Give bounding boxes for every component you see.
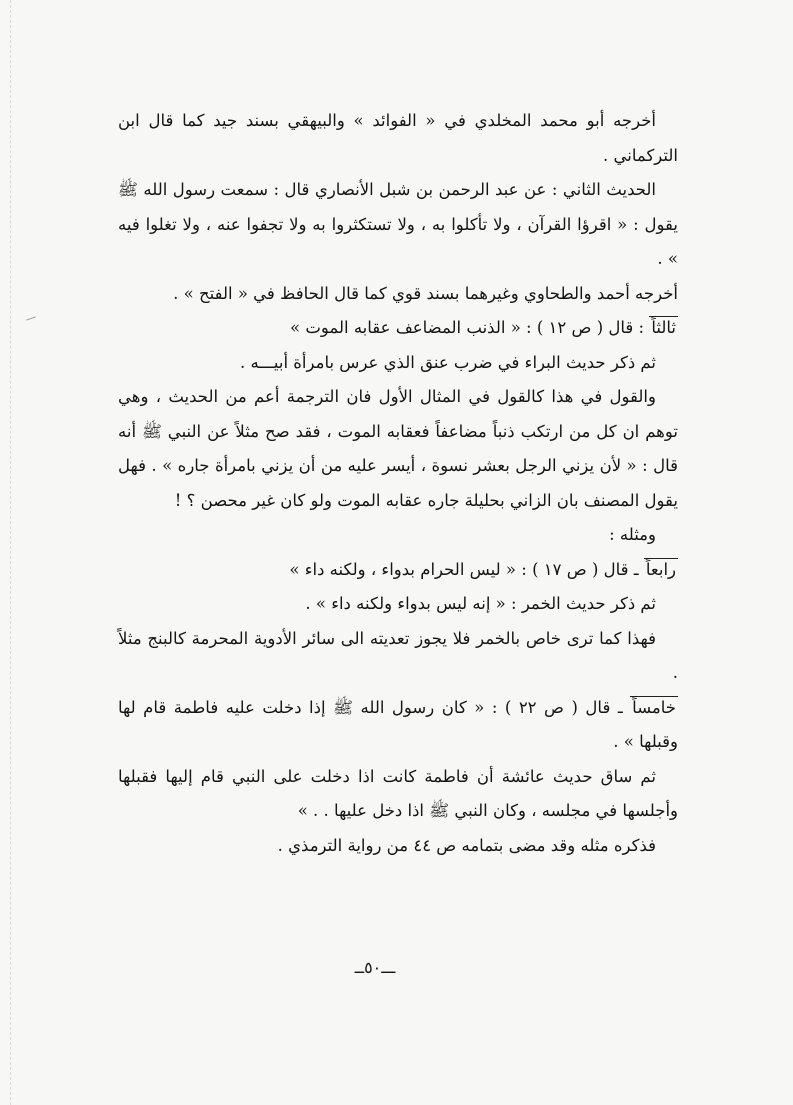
section-heading-3 [118,311,678,346]
scan-mark [26,316,36,320]
section-heading-text: : قال ( ص ١٢ ) : « الذنب المضاعف عقابه الموت » [290,318,645,337]
page-body [118,104,678,863]
paragraph: ثم ذكر حديث البراء في ضرب عنق الذي عرس بامرأة أبيـــه . [240,352,656,372]
section-heading-text: ـ قال ( ص ١٧ ) : « ليس الحرام بدواء ، ولكنه داء » [289,559,639,579]
section-label: ثالثاً [651,318,676,337]
paragraph: ثم ساق حديث عائشة أن فاطمة كانت اذا دخلت على النبي قام إليها فقبلها وأجلسها في مجلسه ، وكان النبي ﷺ اذا دخل عليها . . » [118,766,678,820]
paragraph: والقول في هذا كالقول في المثال الأول فان الترجمة أعم من الحديث ، وهي توهم ان كل من ارتكب ذنباً مضاعفاً فعقابه الموت ، فقد صح مثلاً عن النبي ﷺ أنه قال : « لأن يزني الرجل بعشر نسوة ، أيسر عليه من أن يزني بامرأة جاره » . فهل يقول المصنف بان الزاني بحليلة جاره عقابه الموت ولو كان غير محصن ؟ ! [118,387,679,510]
page-number-text: ـــ٥٠ــ [354,958,396,977]
paragraph: فذكره مثله وقد مضى بتمامه ص ٤٤ من رواية الترمذي . [277,835,656,855]
section-heading-5 [118,691,678,760]
section-heading-text: ـ قال ( ص ٢٢ ) : « كان رسول الله ﷺ إذا دخلت عليه فاطمة قام لها وقبلها » . [118,697,678,751]
scan-edge-line [10,0,11,1105]
section-heading-4 [118,553,678,588]
paragraph: ومثله : [609,525,656,544]
paragraph: فهذا كما ترى خاص بالخمر فلا يجوز تعديته الى سائر الأدوية المحرمة كالبنج مثلاً . [118,628,678,682]
paragraph: ثم ذكر حديث الخمر : « إنه ليس بدواء ولكنه داء » . [305,594,656,613]
paragraph: الحديث الثاني : عن عبد الرحمن بن شبل الأنصاري قال : سمعت رسول الله ﷺ يقول : « اقرؤا القرآن ، ولا تأكلوا به ، ولا تستكثروا به ولا تجفوا عنه ، ولا تغلوا فيه » . [118,180,678,268]
paragraph: أخرجه أبو محمد المخلدي في « الفوائد » والبيهقي بسند جيد كما قال ابن التركماني . [118,111,678,165]
paragraph: أخرجه أحمد والطحاوي وغيرهما بسند قوي كما قال الحافظ في « الفتح » . [173,283,678,303]
page-number-mark [330,958,420,977]
section-label: خامساً [632,697,676,717]
section-label: رابعاً [645,559,676,579]
